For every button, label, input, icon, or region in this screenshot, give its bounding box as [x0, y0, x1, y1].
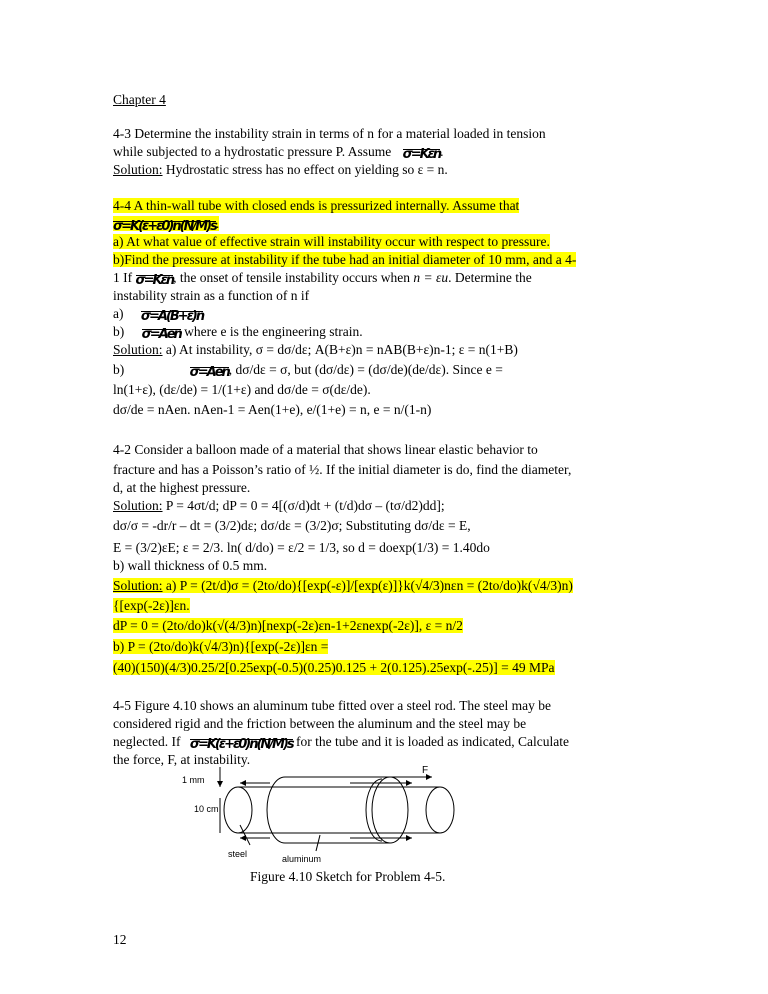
rod-left-end — [224, 787, 252, 833]
solution-label: Solution: — [113, 162, 163, 177]
chapter-heading: Chapter 4 — [113, 92, 166, 107]
problem-4-2-highlight-4 — [113, 638, 328, 656]
arrowhead — [217, 781, 223, 787]
problem-4-4-part-a — [113, 233, 550, 251]
problem-4-2-line3: d, at the highest pressure. — [113, 480, 251, 495]
text: P = 4σt/d; dP = 0 = 4[(σ/d)dt + (t/d)dσ – (tσ/d2)dd]; — [162, 498, 445, 513]
problem-4-3-line2 — [113, 143, 444, 161]
problem-4-3-solution — [113, 161, 448, 179]
label-force-f: F — [422, 765, 429, 776]
tube-inner-edge — [366, 779, 382, 841]
highlighted-text: dP = 0 = (2to/do)k(√(4/3)n)[nexp(-2ε)εn-1+2εnexp(-2ε)], ε = n/2 — [113, 618, 463, 633]
arrowhead — [240, 835, 246, 841]
problem-4-5-line3 — [113, 733, 569, 751]
solution-text: Hydrostatic stress has no effect on yielding so ε = n. — [162, 162, 448, 177]
problem-4-1-solution-c: ln(1+ε), (dε/de) = 1/(1+ε) and dσ/de = σ(dε/de). — [113, 382, 371, 397]
equation: σ=Aen — [189, 365, 229, 380]
equation: σ=K(ε+ε0)n(N/M)s — [113, 219, 216, 234]
problem-4-1-line2: instability strain as a function of n if — [113, 288, 310, 303]
highlighted-text: b)Find the pressure at instability if the tube had an initial diameter of 10 mm, and a 4- — [113, 252, 577, 267]
problem-4-5-line1: 4-5 Figure 4.10 shows an aluminum tube fitted over a steel rod. The steel may be — [113, 698, 552, 713]
problem-4-2-highlight-1 — [113, 577, 573, 595]
highlighted-equation — [113, 216, 220, 234]
label-1mm: 1 mm — [182, 775, 205, 785]
arrowhead — [406, 835, 412, 841]
steel-leader — [240, 825, 250, 845]
problem-4-5-line4: the force, F, at instability. — [113, 752, 251, 767]
problem-4-4-line1 — [113, 197, 519, 215]
problem-4-1-solution-a — [113, 341, 518, 359]
label-steel: steel — [228, 849, 248, 859]
problem-4-3-line1: 4-3 Determine the instability strain in terms of n for a material loaded in tension — [113, 126, 546, 141]
label-aluminum: aluminum — [282, 854, 322, 864]
problem-4-1-solution-b — [113, 361, 503, 379]
label: b) — [113, 324, 125, 339]
equation: σ=Kεn — [135, 273, 174, 288]
solution-label: Solution: — [113, 498, 163, 513]
text: . — [215, 216, 220, 231]
highlighted-text — [113, 578, 573, 593]
problem-4-2-highlight-2 — [113, 597, 190, 615]
equation: σ=Kεn — [402, 147, 441, 162]
solution-label: Solution: — [113, 578, 163, 593]
problem-4-2-solution-4: b) wall thickness of 0.5 mm. — [113, 558, 268, 573]
equation: σ=A(B+ε)n — [140, 309, 204, 324]
text: a) At instability, σ = dσ/dε; A(B+ε)n = nAB(B+ε)n-1; ε = n(1+B) — [162, 342, 518, 357]
problem-4-4-part-b — [113, 251, 576, 269]
arrowhead — [406, 780, 412, 786]
text: for the tube and it is loaded as indicated, Calculate — [292, 734, 569, 749]
problem-4-1-part-b — [113, 323, 363, 341]
problem-4-1-part-a — [113, 305, 203, 323]
problem-4-2-solution-2: dσ/σ = -dr/r – dt = (3/2)dε; dσ/dε = (3/2)σ; Substituting dσ/dε = E, — [113, 518, 471, 533]
solution-label: Solution: — [113, 342, 163, 357]
text: 1 If — [113, 270, 133, 285]
problem-4-2-solution-3: E = (3/2)εE; ε = 2/3. ln( d/do) = ε/2 = 1/3, so d = doexp(1/3) = 1.40do — [113, 540, 490, 555]
text: , dσ/dε = σ, but (dσ/dε) = (dσ/de)(de/dε). Since e = — [228, 362, 503, 377]
page-number: 12 — [113, 932, 127, 947]
problem-4-2-line1: 4-2 Consider a balloon made of a material that shows linear elastic behavior to — [113, 442, 538, 457]
text: . Determine the — [448, 270, 532, 285]
text: while subjected to a hydrostatic pressure P. Assume — [113, 144, 392, 159]
label: a) — [113, 306, 124, 321]
highlighted-text: a) At what value of effective strain will instability occur with respect to pressure. — [113, 234, 550, 249]
highlighted-text: 4-4 A thin-wall tube with closed ends is pressurized internally. Assume that — [113, 198, 520, 213]
rod-right-end — [426, 787, 454, 833]
text: a) P = (2t/d)σ = (2to/do){[exp(-ε)]/[exp(ε)]}k(√4/3)nεn = (2to/do)k(√4/3)n) — [162, 578, 573, 593]
label-10cm: 10 cm — [194, 804, 219, 814]
text: , the onset of tensile instability occurs when — [173, 270, 411, 285]
text: where e is the engineering strain. — [180, 324, 363, 339]
problem-4-2-solution-1 — [113, 497, 445, 515]
problem-4-2-highlight-5 — [113, 659, 555, 677]
problem-4-5-line2: considered rigid and the friction between the aluminum and the steel may be — [113, 716, 527, 731]
arrowhead — [240, 780, 246, 786]
highlighted-text: b) P = (2to/do)k(√4/3)n){[exp(-2ε)]εn = — [113, 639, 329, 654]
highlighted-text: {[exp(-2ε)]εn. — [113, 598, 190, 613]
figure-caption: Figure 4.10 Sketch for Problem 4-5. — [250, 869, 446, 884]
equation: σ=Aen — [141, 327, 181, 342]
problem-4-2-line2: fracture and has a Poisson’s ratio of ½. If the initial diameter is do, find the diameter, — [113, 462, 572, 477]
text: . — [440, 144, 444, 159]
text: neglected. If — [113, 734, 181, 749]
tube-rod-figure — [170, 765, 480, 865]
highlighted-text: (40)(150)(4/3)0.25/2[0.25exp(-0.5)(0.25)0.125 + 2(0.125).25exp(-.25)] = 49 MPa — [113, 660, 555, 675]
problem-4-4-line2 — [113, 215, 219, 233]
problem-4-2-highlight-3 — [113, 617, 463, 635]
equation: σ=K(ε+ε0)n(N/M)s — [189, 737, 293, 752]
problem-4-1-solution-d: dσ/de = nAen. nAen-1 = Aen(1+e), e/(1+e) = n, e = n/(1-n) — [113, 402, 432, 417]
label: b) — [113, 362, 125, 377]
problem-4-1-line1 — [113, 269, 532, 287]
text: n = εu — [413, 270, 449, 285]
